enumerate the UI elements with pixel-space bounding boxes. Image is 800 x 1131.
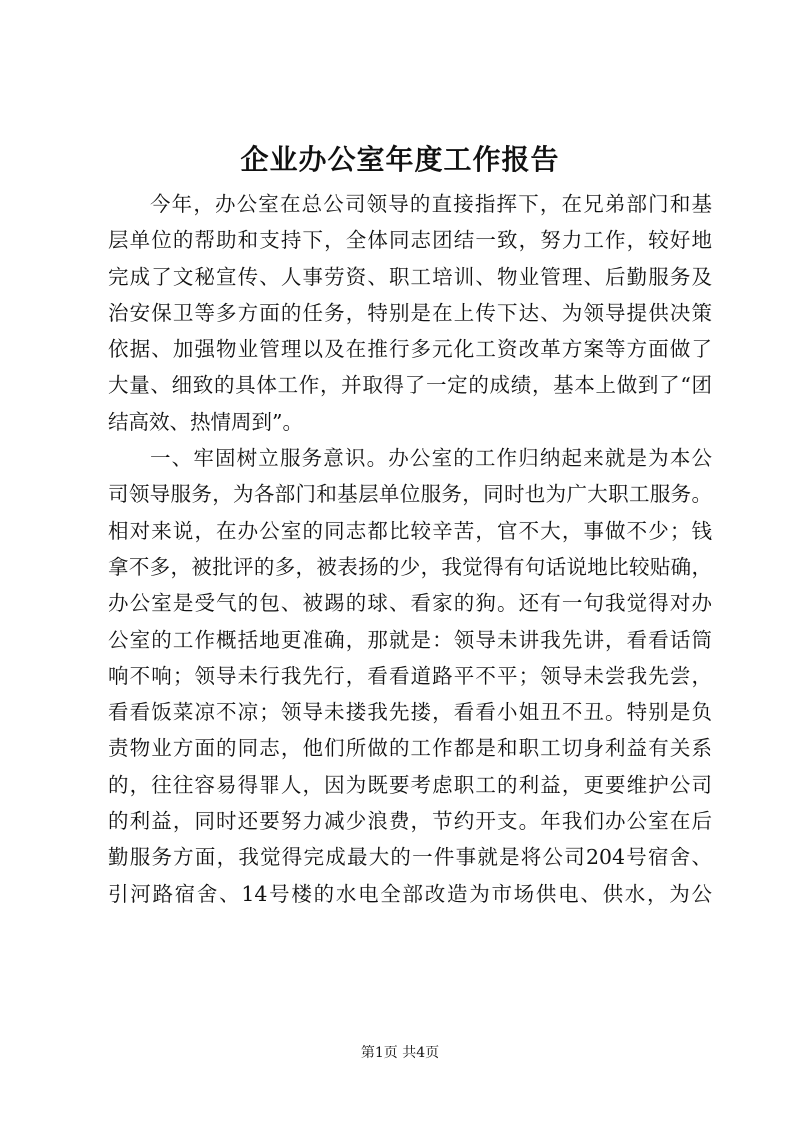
- text-line: 司领导服务，为各部门和基层单位服务，同时也为广大职工服务。: [108, 482, 712, 507]
- text-line: 今年，办公室在总公司领导的直接指挥下，在兄弟部门和基: [150, 192, 712, 216]
- document-body: [108, 186, 712, 912]
- text-line: 结高效、热情周到”。: [108, 409, 303, 434]
- document-title: 企业办公室年度工作报告: [240, 143, 560, 176]
- text-line: 看看饭菜凉不凉；领导未搂我先搂，看看小姐丑不丑。特别是负: [108, 700, 712, 725]
- text-line: 完成了文秘宣传、人事劳资、职工培训、物业管理、后勤服务及: [108, 264, 712, 289]
- text-line: 引河路宿舍、14号楼的水电全部改造为市场供电、供水，为公: [108, 881, 712, 906]
- text-line: 一、牢固树立服务意识。办公室的工作归纳起来就是为本公: [150, 446, 712, 471]
- text-line: 办公室是受气的包、被踢的球、看家的狗。还有一句我觉得对办: [108, 591, 712, 616]
- paragraph-1: [108, 186, 712, 440]
- text-line: 响不响；领导未行我先行，看看道路平不平；领导未尝我先尝，: [108, 663, 712, 688]
- text-line: 责物业方面的同志，他们所做的工作都是和职工切身利益有关系: [108, 736, 712, 761]
- text-line: 相对来说，在办公室的同志都比较辛苦，官不大，事做不少；钱: [108, 518, 712, 543]
- text-line: 依据、加强物业管理以及在推行多元化工资改革方案等方面做了: [108, 337, 712, 362]
- text-line: 治安保卫等多方面的任务，特别是在上传下达、为领导提供决策: [108, 300, 712, 325]
- text-line: 勤服务方面，我觉得完成最大的一件事就是将公司204号宿舍、: [108, 845, 712, 870]
- paragraph-2: [108, 440, 712, 912]
- text-line: 拿不多，被批评的多，被表扬的少，我觉得有句话说地比较贴确，: [108, 554, 712, 579]
- text-line: 大量、细致的具体工作，并取得了一定的成绩，基本上做到了“团: [108, 373, 712, 398]
- page-footer: 第1页 共4页: [360, 1045, 440, 1061]
- text-line: 公室的工作概括地更准确，那就是：领导未讲我先讲，看看话筒: [108, 627, 712, 652]
- text-line: 的，往往容易得罪人，因为既要考虑职工的利益，更要维护公司: [108, 772, 712, 797]
- text-line: 层单位的帮助和支持下，全体同志团结一致，努力工作，较好地: [108, 228, 712, 253]
- text-line: 的利益，同时还要努力减少浪费，节约开支。年我们办公室在后: [108, 809, 712, 834]
